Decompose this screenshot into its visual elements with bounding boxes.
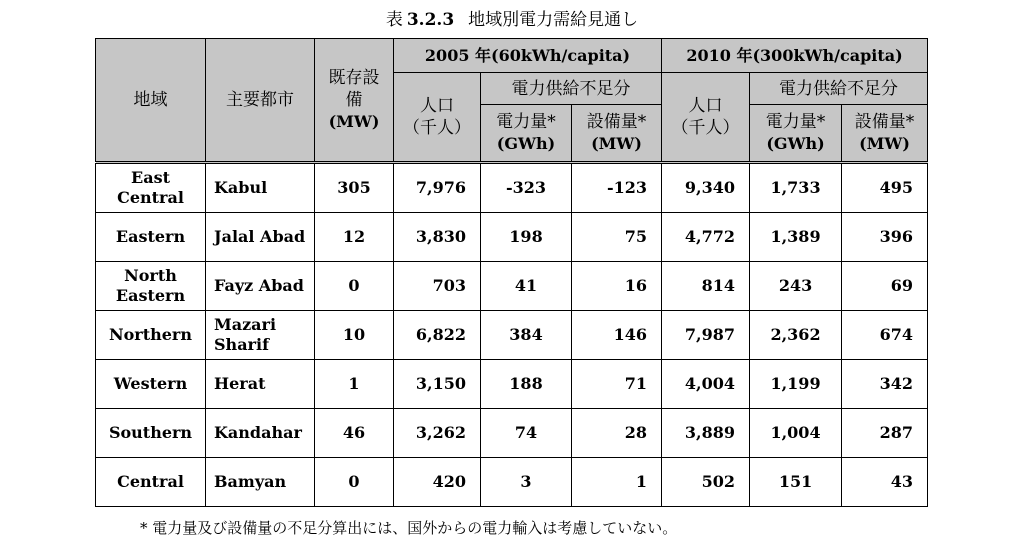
pop-2010-cell: 502	[662, 458, 750, 507]
header-2010: 2010 年(300kWh/capita)	[662, 39, 928, 73]
facility-2010-cell: 287	[842, 409, 928, 458]
pop-2005-cell: 3,262	[394, 409, 481, 458]
header-region: 地域	[96, 39, 206, 163]
energy-2005-cell: 3	[481, 458, 572, 507]
pop-2005-cell: 6,822	[394, 311, 481, 360]
pop-2010-cell: 3,889	[662, 409, 750, 458]
header-facility-label: 設備量*	[586, 112, 647, 132]
header-energy-unit: (GWh)	[496, 134, 556, 153]
capacity-cell: 0	[315, 458, 394, 507]
energy-2005-cell: 188	[481, 360, 572, 409]
capacity-cell: 12	[315, 213, 394, 262]
header-facility-2005	[572, 105, 662, 163]
capacity-cell: 10	[315, 311, 394, 360]
capacity-cell: 46	[315, 409, 394, 458]
region-cell: Northern	[96, 311, 206, 360]
header-capacity-label: 既存設備	[328, 68, 380, 110]
header-capacity	[315, 39, 394, 163]
header-capacity-unit: (MW)	[328, 112, 380, 131]
table-row	[96, 409, 928, 458]
facility-2010-cell: 396	[842, 213, 928, 262]
table-title-text: 地域別電力需給見通し	[468, 10, 639, 30]
footnote: * 電力量及び設備量の不足分算出には、国外からの電力輸入は考慮していない。	[140, 519, 678, 537]
energy-2010-cell: 1,733	[750, 163, 842, 213]
header-shortage-2005: 電力供給不足分	[481, 73, 662, 105]
header-pop-2010	[662, 73, 750, 163]
city-cell: Mazari Sharif	[206, 311, 315, 360]
region-cell: East Central	[96, 163, 206, 213]
region-cell: Eastern	[96, 213, 206, 262]
header-energy-label: 電力量*	[496, 112, 556, 132]
table-row	[96, 163, 928, 213]
facility-2005-cell: 71	[572, 360, 662, 409]
region-cell: Central	[96, 458, 206, 507]
pop-2005-cell: 7,976	[394, 163, 481, 213]
header-energy-unit: (GWh)	[766, 134, 825, 153]
facility-2010-cell: 342	[842, 360, 928, 409]
table-title-prefix: 表	[385, 10, 403, 30]
header-facility-unit: (MW)	[859, 134, 910, 153]
facility-2010-cell: 674	[842, 311, 928, 360]
energy-2010-cell: 1,199	[750, 360, 842, 409]
pop-2010-cell: 4,772	[662, 213, 750, 262]
table-row	[96, 458, 928, 507]
city-cell: Fayz Abad	[206, 262, 315, 311]
energy-2005-cell: -323	[481, 163, 572, 213]
header-energy-label: 電力量*	[765, 112, 826, 132]
capacity-cell: 0	[315, 262, 394, 311]
header-pop-unit: （千人）	[671, 118, 740, 138]
header-facility-label: 設備量*	[854, 112, 915, 132]
city-cell: Jalal Abad	[206, 213, 315, 262]
energy-2010-cell: 243	[750, 262, 842, 311]
energy-2010-cell: 1,004	[750, 409, 842, 458]
table-row	[96, 262, 928, 311]
facility-2005-cell: 28	[572, 409, 662, 458]
pop-2010-cell: 7,987	[662, 311, 750, 360]
energy-2010-cell: 2,362	[750, 311, 842, 360]
table-row	[96, 311, 928, 360]
header-pop-unit: （千人）	[403, 118, 471, 138]
pop-2005-cell: 703	[394, 262, 481, 311]
facility-2005-cell: 75	[572, 213, 662, 262]
table-row	[96, 213, 928, 262]
pop-2005-cell: 3,830	[394, 213, 481, 262]
facility-2010-cell: 43	[842, 458, 928, 507]
energy-2005-cell: 74	[481, 409, 572, 458]
header-facility-unit: (MW)	[591, 134, 642, 153]
pop-2005-cell: 420	[394, 458, 481, 507]
energy-2010-cell: 1,389	[750, 213, 842, 262]
facility-2010-cell: 495	[842, 163, 928, 213]
facility-2005-cell: 16	[572, 262, 662, 311]
header-pop-label: 人口	[420, 96, 454, 116]
header-city: 主要都市	[206, 39, 315, 163]
energy-2010-cell: 151	[750, 458, 842, 507]
pop-2010-cell: 9,340	[662, 163, 750, 213]
header-pop-label: 人口	[688, 96, 723, 116]
pop-2010-cell: 4,004	[662, 360, 750, 409]
facility-2005-cell: 146	[572, 311, 662, 360]
city-cell: Herat	[206, 360, 315, 409]
header-2005: 2005 年(60kWh/capita)	[394, 39, 662, 73]
power-balance-table	[95, 38, 928, 507]
table-row	[96, 360, 928, 409]
city-cell: Kandahar	[206, 409, 315, 458]
table-title	[0, 8, 1024, 32]
header-shortage-2010: 電力供給不足分	[750, 73, 928, 105]
facility-2005-cell: -123	[572, 163, 662, 213]
city-cell: Bamyan	[206, 458, 315, 507]
energy-2005-cell: 198	[481, 213, 572, 262]
facility-2005-cell: 1	[572, 458, 662, 507]
header-energy-2005	[481, 105, 572, 163]
capacity-cell: 305	[315, 163, 394, 213]
city-cell: Kabul	[206, 163, 315, 213]
table-number: 3.2.3	[406, 10, 455, 30]
energy-2005-cell: 41	[481, 262, 572, 311]
capacity-cell: 1	[315, 360, 394, 409]
region-cell: Western	[96, 360, 206, 409]
pop-2010-cell: 814	[662, 262, 750, 311]
region-cell: Southern	[96, 409, 206, 458]
energy-2005-cell: 384	[481, 311, 572, 360]
header-pop-2005	[394, 73, 481, 163]
header-facility-2010	[842, 105, 928, 163]
region-cell: North Eastern	[96, 262, 206, 311]
pop-2005-cell: 3,150	[394, 360, 481, 409]
facility-2010-cell: 69	[842, 262, 928, 311]
header-energy-2010	[750, 105, 842, 163]
